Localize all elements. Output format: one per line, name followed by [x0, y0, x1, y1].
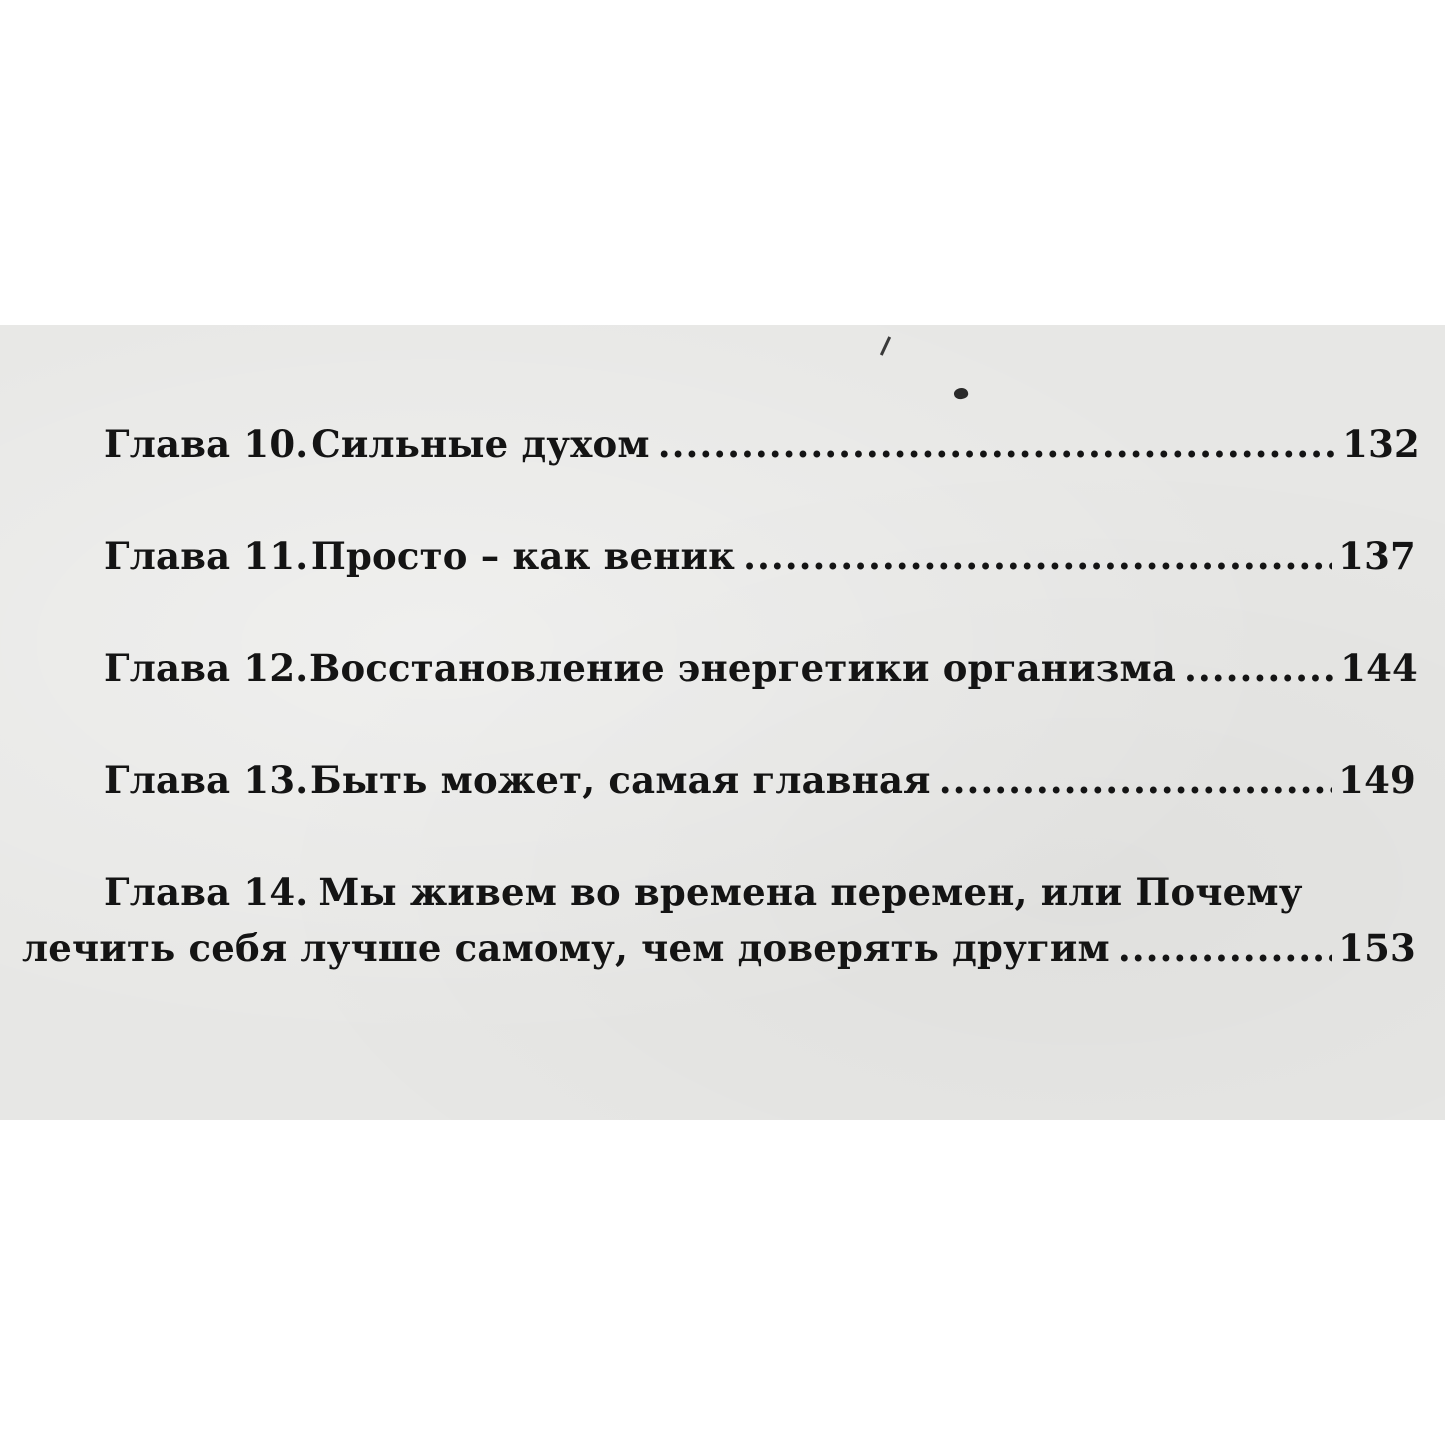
leader-dots [939, 762, 1332, 799]
leader-dots [658, 426, 1336, 463]
page-number: 149 [1338, 758, 1416, 802]
toc-entry-14 [104, 870, 1304, 914]
page-number: 137 [1338, 534, 1416, 578]
leader-dots [1118, 930, 1332, 967]
toc-entry-14-continued [22, 926, 1416, 970]
chapter-label: Глава 10. [104, 422, 309, 466]
chapter-title: Просто – как веник [310, 534, 736, 578]
leader-dots [743, 538, 1332, 575]
chapter-title-line2: лечить себя лучше самому, чем доверять другим [22, 926, 1110, 970]
chapter-title: Быть может, самая главная [309, 758, 931, 802]
toc-entry-13 [104, 758, 1416, 802]
page-number: 153 [1338, 926, 1416, 970]
chapter-label: Глава 11. [104, 534, 309, 578]
leader-dots [1184, 650, 1334, 687]
page-number: 132 [1342, 422, 1420, 466]
chapter-label: Глава 13. [104, 758, 309, 802]
chapter-title: Сильные духом [311, 422, 650, 466]
chapter-title-line1: Мы живем во времена перемен, или Почему [318, 870, 1303, 914]
page-number: 144 [1340, 646, 1418, 690]
toc-entry-10 [104, 422, 1420, 466]
chapter-label: Глава 14. [104, 870, 309, 914]
chapter-label: Глава 12. [104, 646, 309, 690]
toc-entry-12 [104, 646, 1418, 690]
chapter-title: Восстановление энергетики организма [308, 646, 1177, 690]
toc-entry-11 [104, 534, 1416, 578]
